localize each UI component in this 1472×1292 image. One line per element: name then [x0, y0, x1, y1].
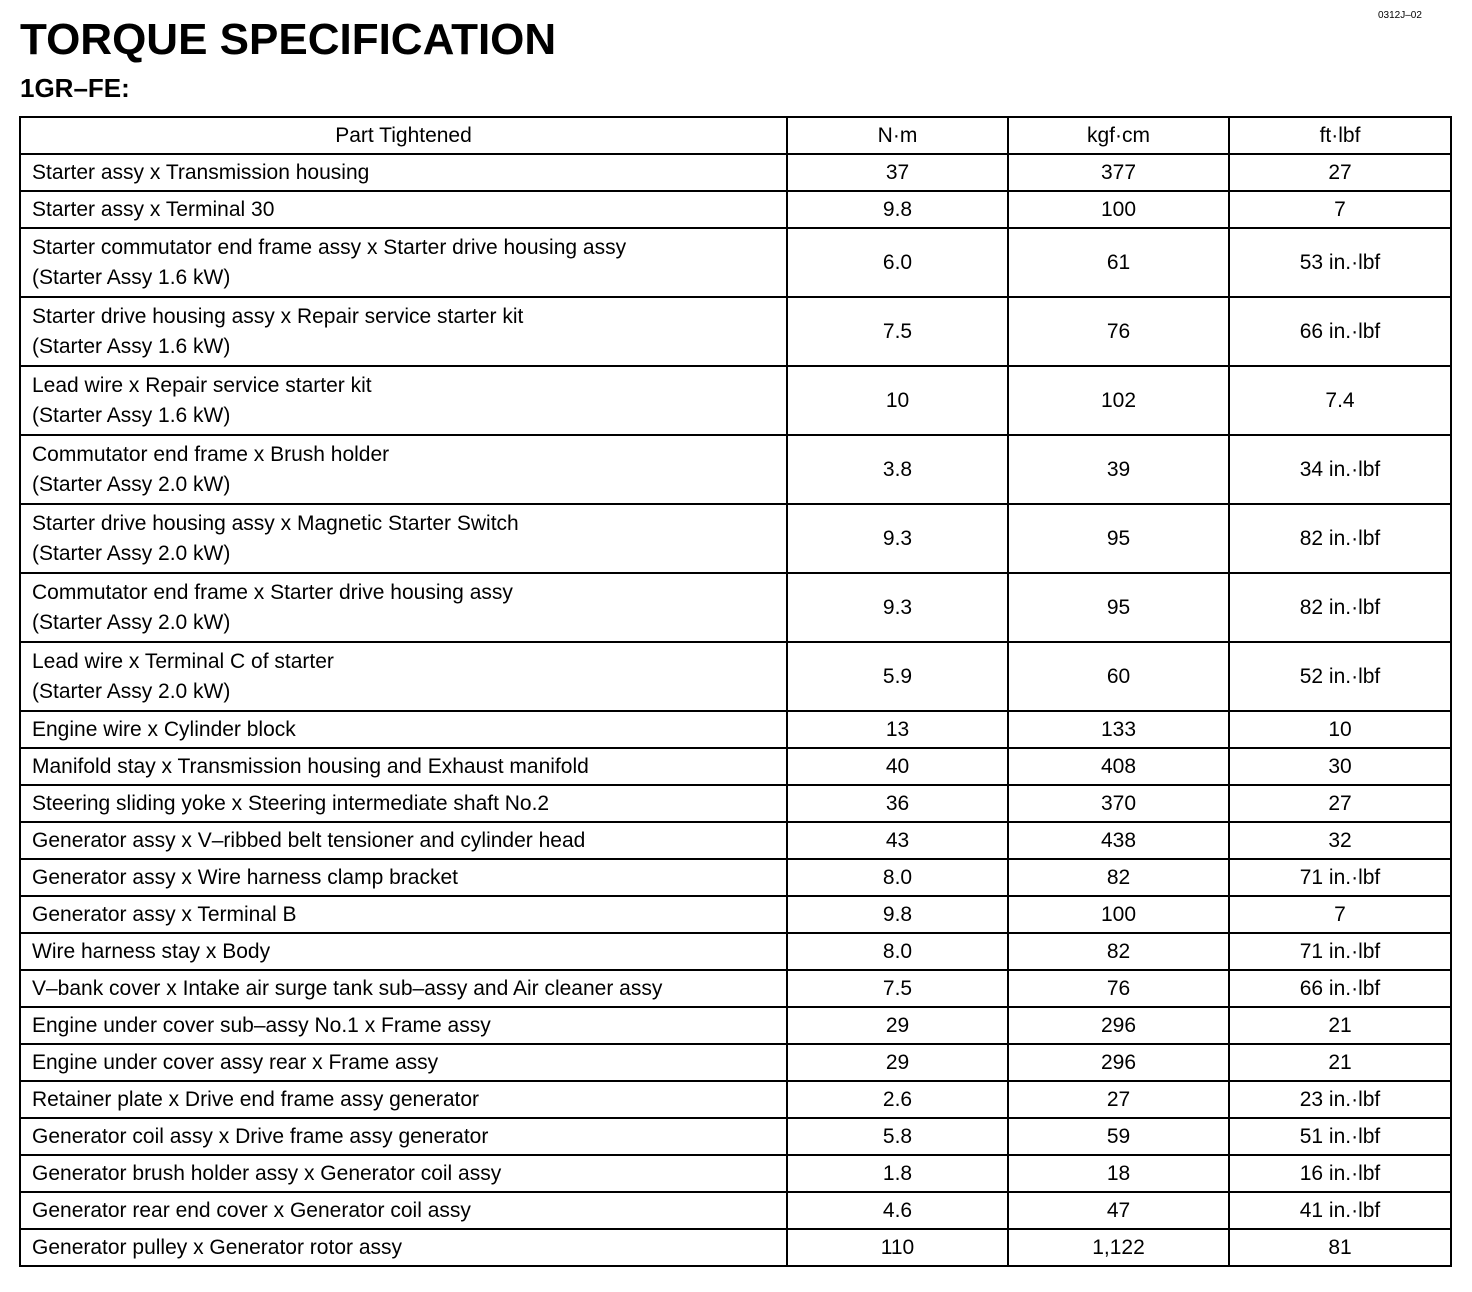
- ft-lbf-value-cell: 21: [1229, 1007, 1451, 1044]
- part-tightened-cell: [20, 1081, 787, 1118]
- ft-lbf-value-cell: 21: [1229, 1044, 1451, 1081]
- ft-lbf-value-cell: 71 in.·lbf: [1229, 933, 1451, 970]
- part-tightened-line: Starter drive housing assy x Repair service starter kit: [32, 304, 524, 328]
- kgf-cm-value-cell: 18: [1008, 1155, 1229, 1192]
- ft-lbf-value-cell: 51 in.·lbf: [1229, 1118, 1451, 1155]
- part-tightened-line: (Starter Assy 2.0 kW): [32, 472, 231, 496]
- part-tightened-line: Starter assy x Terminal 30: [32, 197, 275, 221]
- table-row: [20, 366, 1451, 435]
- kgf-cm-value-cell: 95: [1008, 504, 1229, 573]
- part-tightened-cell: [20, 573, 787, 642]
- kgf-cm-value-cell: 377: [1008, 154, 1229, 191]
- nm-value-cell: 2.6: [787, 1081, 1008, 1118]
- nm-value-cell: 43: [787, 822, 1008, 859]
- part-tightened-cell: [20, 785, 787, 822]
- nm-value-cell: 1.8: [787, 1155, 1008, 1192]
- part-tightened-line: Generator brush holder assy x Generator coil assy: [32, 1161, 502, 1185]
- kgf-cm-value-cell: 100: [1008, 191, 1229, 228]
- kgf-cm-value-cell: 133: [1008, 711, 1229, 748]
- part-tightened-line: Generator assy x V–ribbed belt tensioner and cylinder head: [32, 828, 586, 852]
- kgf-cm-value-cell: 438: [1008, 822, 1229, 859]
- header-part-tightened: Part Tightened: [20, 117, 787, 154]
- kgf-cm-value-cell: 370: [1008, 785, 1229, 822]
- part-tightened-cell: [20, 191, 787, 228]
- part-tightened-line: Retainer plate x Drive end frame assy generator: [32, 1087, 480, 1111]
- torque-table: [19, 116, 1452, 1267]
- part-tightened-line: Commutator end frame x Starter drive housing assy: [32, 580, 513, 604]
- part-tightened-cell: [20, 1229, 787, 1266]
- kgf-cm-value-cell: 296: [1008, 1044, 1229, 1081]
- part-tightened-cell: [20, 297, 787, 366]
- nm-value-cell: 37: [787, 154, 1008, 191]
- part-tightened-cell: [20, 748, 787, 785]
- nm-value-cell: 9.8: [787, 191, 1008, 228]
- kgf-cm-value-cell: 1,122: [1008, 1229, 1229, 1266]
- nm-value-cell: 3.8: [787, 435, 1008, 504]
- part-tightened-cell: [20, 933, 787, 970]
- table-row: [20, 748, 1451, 785]
- part-tightened-line: Starter assy x Transmission housing: [32, 160, 370, 184]
- kgf-cm-value-cell: 76: [1008, 297, 1229, 366]
- part-tightened-line: V–bank cover x Intake air surge tank sub–assy and Air cleaner assy: [32, 976, 663, 1000]
- part-tightened-cell: [20, 504, 787, 573]
- kgf-cm-value-cell: 47: [1008, 1192, 1229, 1229]
- part-tightened-line: (Starter Assy 1.6 kW): [32, 403, 231, 427]
- table-row: [20, 933, 1451, 970]
- table-row: [20, 191, 1451, 228]
- part-tightened-line: Generator rear end cover x Generator coil assy: [32, 1198, 471, 1222]
- ft-lbf-value-cell: 82 in.·lbf: [1229, 504, 1451, 573]
- nm-value-cell: 10: [787, 366, 1008, 435]
- ft-lbf-value-cell: 23 in.·lbf: [1229, 1081, 1451, 1118]
- table-row: [20, 1044, 1451, 1081]
- part-tightened-cell: [20, 154, 787, 191]
- ft-lbf-value-cell: 53 in.·lbf: [1229, 228, 1451, 297]
- part-tightened-cell: [20, 711, 787, 748]
- kgf-cm-value-cell: 27: [1008, 1081, 1229, 1118]
- header-kgf-cm: kgf·cm: [1008, 117, 1229, 154]
- kgf-cm-value-cell: 95: [1008, 573, 1229, 642]
- kgf-cm-value-cell: 82: [1008, 933, 1229, 970]
- part-tightened-cell: [20, 642, 787, 711]
- kgf-cm-value-cell: 61: [1008, 228, 1229, 297]
- part-tightened-cell: [20, 1155, 787, 1192]
- nm-value-cell: 4.6: [787, 1192, 1008, 1229]
- nm-value-cell: 36: [787, 785, 1008, 822]
- part-tightened-line: Lead wire x Terminal C of starter: [32, 649, 334, 673]
- nm-value-cell: 7.5: [787, 970, 1008, 1007]
- ft-lbf-value-cell: 71 in.·lbf: [1229, 859, 1451, 896]
- page-title: TORQUE SPECIFICATION: [20, 15, 557, 64]
- part-tightened-cell: [20, 896, 787, 933]
- part-tightened-line: (Starter Assy 1.6 kW): [32, 334, 231, 358]
- part-tightened-line: Engine wire x Cylinder block: [32, 717, 296, 741]
- ft-lbf-value-cell: 30: [1229, 748, 1451, 785]
- table-row: [20, 896, 1451, 933]
- part-tightened-line: (Starter Assy 2.0 kW): [32, 610, 231, 634]
- ft-lbf-value-cell: 82 in.·lbf: [1229, 573, 1451, 642]
- nm-value-cell: 9.8: [787, 896, 1008, 933]
- part-tightened-line: (Starter Assy 1.6 kW): [32, 265, 231, 289]
- document-code: 0312J–02: [1378, 10, 1422, 21]
- kgf-cm-value-cell: 102: [1008, 366, 1229, 435]
- table-row: [20, 154, 1451, 191]
- nm-value-cell: 40: [787, 748, 1008, 785]
- table-row: [20, 573, 1451, 642]
- part-tightened-cell: [20, 859, 787, 896]
- part-tightened-line: (Starter Assy 2.0 kW): [32, 541, 231, 565]
- ft-lbf-value-cell: 52 in.·lbf: [1229, 642, 1451, 711]
- ft-lbf-value-cell: 16 in.·lbf: [1229, 1155, 1451, 1192]
- part-tightened-cell: [20, 970, 787, 1007]
- ft-lbf-value-cell: 32: [1229, 822, 1451, 859]
- ft-lbf-value-cell: 10: [1229, 711, 1451, 748]
- part-tightened-line: Starter commutator end frame assy x Starter drive housing assy: [32, 235, 627, 259]
- nm-value-cell: 13: [787, 711, 1008, 748]
- kgf-cm-value-cell: 59: [1008, 1118, 1229, 1155]
- ft-lbf-value-cell: 27: [1229, 785, 1451, 822]
- nm-value-cell: 29: [787, 1007, 1008, 1044]
- part-tightened-line: Generator pulley x Generator rotor assy: [32, 1235, 403, 1259]
- ft-lbf-value-cell: 7: [1229, 896, 1451, 933]
- table-row: [20, 1081, 1451, 1118]
- table-body: [20, 154, 1451, 1266]
- nm-value-cell: 29: [787, 1044, 1008, 1081]
- part-tightened-line: Commutator end frame x Brush holder: [32, 442, 390, 466]
- table-row: [20, 1192, 1451, 1229]
- table-row: [20, 859, 1451, 896]
- part-tightened-cell: [20, 822, 787, 859]
- table-row: [20, 711, 1451, 748]
- nm-value-cell: 110: [787, 1229, 1008, 1266]
- part-tightened-line: Steering sliding yoke x Steering intermediate shaft No.2: [32, 791, 550, 815]
- part-tightened-cell: [20, 1044, 787, 1081]
- part-tightened-cell: [20, 1007, 787, 1044]
- header-ft-lbf: ft·lbf: [1229, 117, 1451, 154]
- nm-value-cell: 9.3: [787, 504, 1008, 573]
- table-row: [20, 435, 1451, 504]
- part-tightened-line: Generator assy x Wire harness clamp bracket: [32, 865, 458, 889]
- table-row: [20, 1155, 1451, 1192]
- header-nm: N·m: [787, 117, 1008, 154]
- kgf-cm-value-cell: 60: [1008, 642, 1229, 711]
- kgf-cm-value-cell: 408: [1008, 748, 1229, 785]
- nm-value-cell: 5.8: [787, 1118, 1008, 1155]
- table-row: [20, 822, 1451, 859]
- table-row: [20, 970, 1451, 1007]
- table-header-row: [20, 117, 1451, 154]
- ft-lbf-value-cell: 81: [1229, 1229, 1451, 1266]
- nm-value-cell: 9.3: [787, 573, 1008, 642]
- nm-value-cell: 8.0: [787, 859, 1008, 896]
- kgf-cm-value-cell: 100: [1008, 896, 1229, 933]
- table-row: [20, 642, 1451, 711]
- part-tightened-line: Lead wire x Repair service starter kit: [32, 373, 372, 397]
- part-tightened-cell: [20, 366, 787, 435]
- table-row: [20, 297, 1451, 366]
- part-tightened-cell: [20, 228, 787, 297]
- table-row: [20, 504, 1451, 573]
- ft-lbf-value-cell: 66 in.·lbf: [1229, 970, 1451, 1007]
- ft-lbf-value-cell: 66 in.·lbf: [1229, 297, 1451, 366]
- ft-lbf-value-cell: 7: [1229, 191, 1451, 228]
- table-row: [20, 228, 1451, 297]
- table-row: [20, 1229, 1451, 1266]
- ft-lbf-value-cell: 34 in.·lbf: [1229, 435, 1451, 504]
- table-row: [20, 1007, 1451, 1044]
- engine-model-subtitle: 1GR–FE:: [20, 73, 130, 103]
- part-tightened-line: Manifold stay x Transmission housing and Exhaust manifold: [32, 754, 589, 778]
- part-tightened-line: Engine under cover assy rear x Frame assy: [32, 1050, 439, 1074]
- nm-value-cell: 8.0: [787, 933, 1008, 970]
- kgf-cm-value-cell: 296: [1008, 1007, 1229, 1044]
- kgf-cm-value-cell: 82: [1008, 859, 1229, 896]
- kgf-cm-value-cell: 39: [1008, 435, 1229, 504]
- part-tightened-line: Engine under cover sub–assy No.1 x Frame assy: [32, 1013, 491, 1037]
- kgf-cm-value-cell: 76: [1008, 970, 1229, 1007]
- nm-value-cell: 6.0: [787, 228, 1008, 297]
- part-tightened-line: (Starter Assy 2.0 kW): [32, 679, 231, 703]
- part-tightened-cell: [20, 1118, 787, 1155]
- part-tightened-line: Generator coil assy x Drive frame assy generator: [32, 1124, 489, 1148]
- ft-lbf-value-cell: 41 in.·lbf: [1229, 1192, 1451, 1229]
- ft-lbf-value-cell: 7.4: [1229, 366, 1451, 435]
- part-tightened-line: Starter drive housing assy x Magnetic Starter Switch: [32, 511, 519, 535]
- part-tightened-line: Wire harness stay x Body: [32, 939, 271, 963]
- part-tightened-cell: [20, 435, 787, 504]
- table-row: [20, 1118, 1451, 1155]
- ft-lbf-value-cell: 27: [1229, 154, 1451, 191]
- nm-value-cell: 7.5: [787, 297, 1008, 366]
- table-row: [20, 785, 1451, 822]
- part-tightened-cell: [20, 1192, 787, 1229]
- part-tightened-line: Generator assy x Terminal B: [32, 902, 297, 926]
- nm-value-cell: 5.9: [787, 642, 1008, 711]
